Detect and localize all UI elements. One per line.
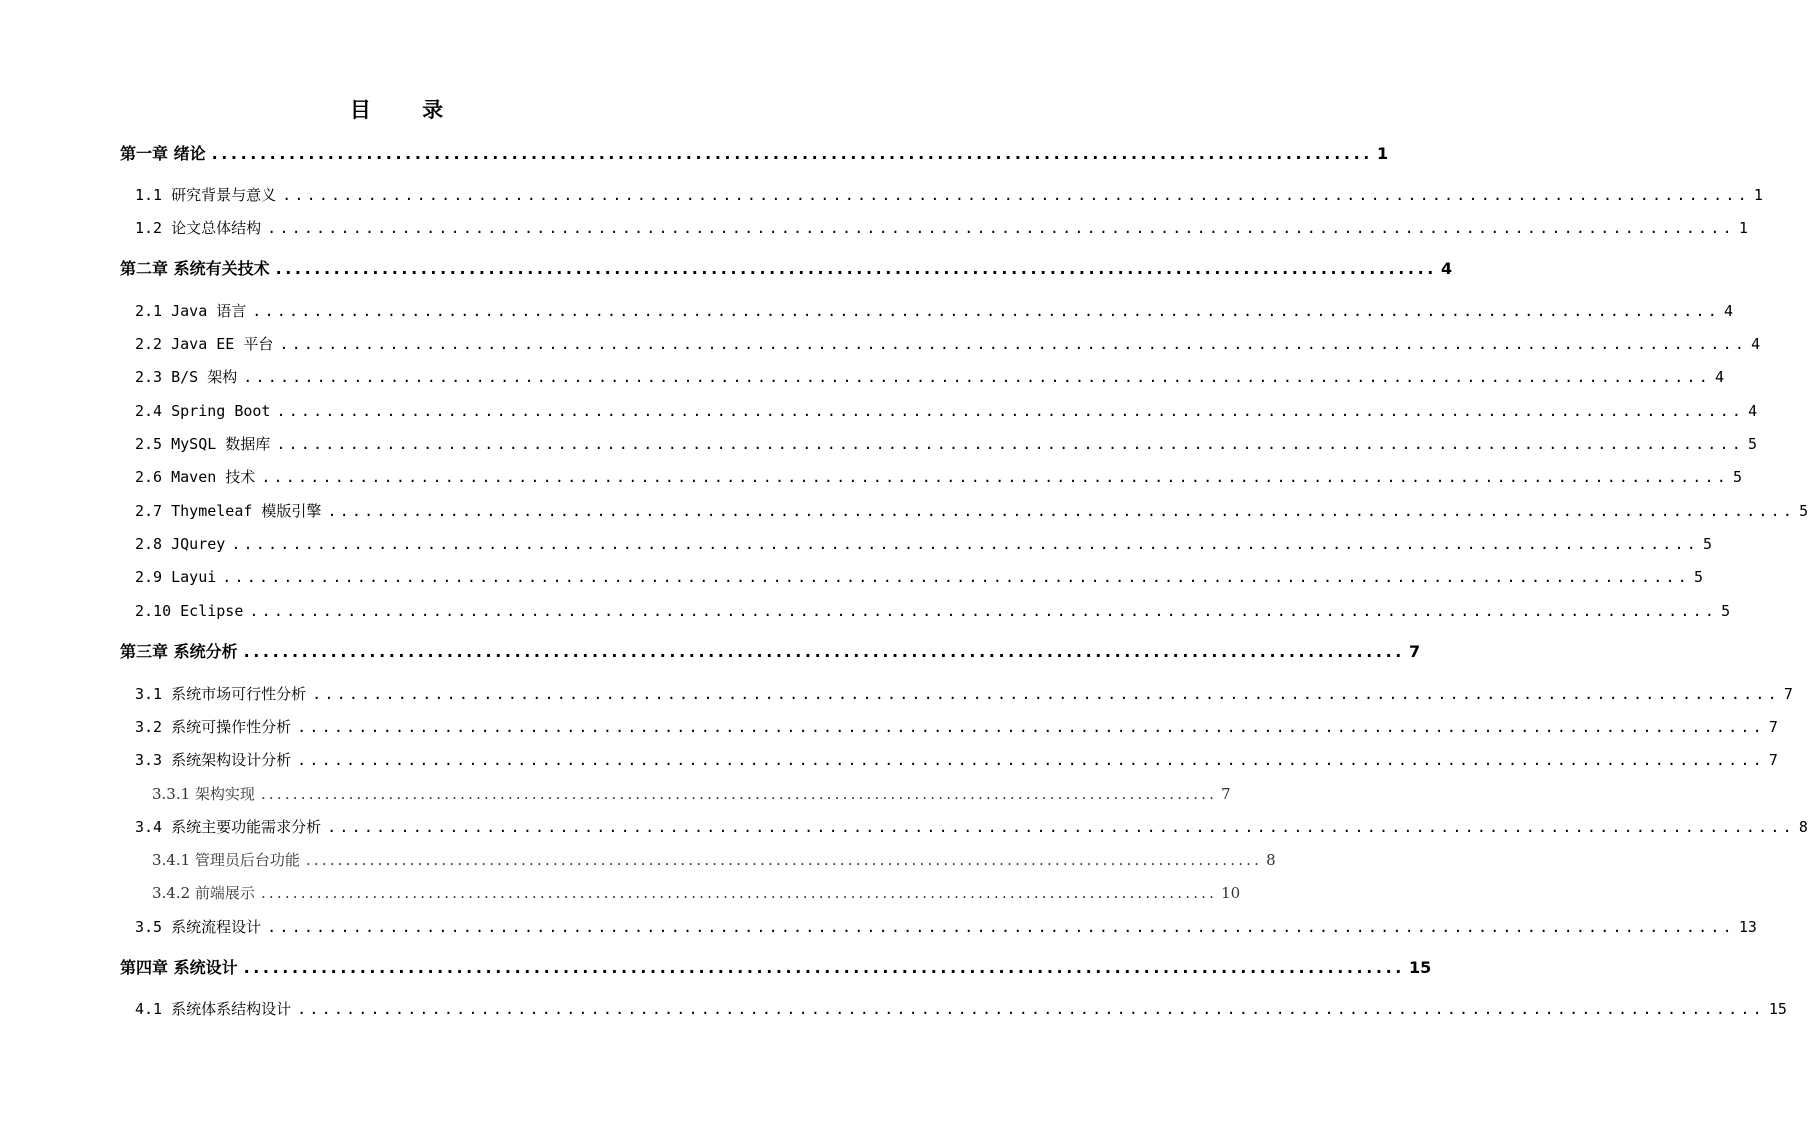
toc-page-number: 5: [1799, 502, 1808, 520]
dot-leader: ........................................................................................................................: [243, 958, 1405, 977]
toc-page-number: 15: [1768, 1000, 1787, 1018]
toc-entry-label: 2.2 Java EE 平台: [135, 335, 274, 353]
toc-page-number: 15: [1408, 958, 1432, 977]
toc-entry-label: 2.1 Java 语言: [135, 302, 247, 320]
dot-leader: ........................................................................................................................: [243, 642, 1405, 661]
toc-section-2-2[interactable]: [135, 333, 1761, 355]
toc-page-number: 5: [1693, 568, 1704, 586]
dot-leader: ........................................................................................................................: [276, 435, 1745, 453]
toc-entry-label: 2.8 JQurey: [135, 535, 226, 553]
toc-chapter-4[interactable]: [120, 957, 1432, 979]
toc-entry-label: 4.1 系统体系结构设计: [135, 1000, 292, 1018]
toc-chapter-1[interactable]: [120, 143, 1389, 165]
dot-leader: ........................................................................................................................: [211, 144, 1373, 163]
dot-leader: ........................................................................................................................: [312, 685, 1780, 703]
dot-leader: ........................................................................................................................: [252, 302, 1720, 320]
toc-page-number: 1: [1753, 186, 1763, 204]
dot-leader: ........................................................................................................................: [222, 568, 1690, 586]
dot-leader: ........................................................................................................................: [327, 502, 1796, 520]
dot-leader: ........................................................................................................................: [297, 751, 1765, 769]
dot-leader: ........................................................................................................................: [297, 718, 1765, 736]
toc-page-number: 5: [1721, 602, 1731, 620]
toc-entry-label: 3.4.1 管理员后台功能: [152, 851, 300, 869]
toc-section-4-1[interactable]: [135, 998, 1787, 1020]
dot-leader: ........................................................................................................................: [243, 368, 1711, 386]
toc-entry-label: 第一章 绪论: [120, 144, 206, 163]
toc-entry-label: 3.4.2 前端展示: [152, 884, 255, 902]
toc-section-2-6[interactable]: [135, 466, 1743, 488]
dot-leader: ........................................................................................................................: [249, 602, 1718, 620]
toc-page-number: 7: [1768, 751, 1778, 769]
toc-entry-label: 第四章 系统设计: [120, 958, 238, 977]
dot-leader: ........................................................................................................................: [327, 818, 1795, 836]
toc-entry-label: 第三章 系统分析: [120, 642, 238, 661]
toc-page-number: 8: [1798, 818, 1808, 836]
toc-entry-label: 1.2 论文总体结构: [135, 219, 262, 237]
dot-leader: ........................................................................................................................: [261, 468, 1730, 486]
toc-page-number: 7: [1408, 642, 1421, 661]
dot-leader: ........................................................................................................................: [305, 851, 1263, 869]
toc-section-3-5[interactable]: [135, 916, 1757, 938]
toc-entry-label: 3.1 系统市场可行性分析: [135, 685, 307, 703]
toc-chapter-3[interactable]: [120, 641, 1421, 663]
toc-page-number: 4: [1723, 302, 1734, 320]
toc-page-number: 4: [1751, 335, 1761, 353]
toc-section-2-1[interactable]: [135, 300, 1734, 322]
toc-entry-label: 2.10 Eclipse: [135, 602, 244, 620]
dot-leader: ........................................................................................................................: [267, 219, 1735, 237]
dot-leader: ........................................................................................................................: [276, 402, 1745, 420]
toc-entry-label: 2.3 B/S 架构: [135, 368, 238, 386]
dot-leader: ........................................................................................................................: [282, 186, 1750, 204]
toc-section-2-4[interactable]: [135, 400, 1758, 422]
toc-entry-label: 2.5 MySQL 数据库: [135, 435, 271, 453]
dot-leader: ........................................................................................................................: [231, 535, 1700, 553]
toc-page-number: 7: [1783, 685, 1793, 703]
toc-page-number: 4: [1748, 402, 1758, 420]
toc-page-number: 1: [1376, 144, 1389, 163]
toc-page-number: 8: [1266, 851, 1276, 869]
toc-entry-label: 3.4 系统主要功能需求分析: [135, 818, 322, 836]
toc-page-number: 10: [1221, 884, 1241, 902]
toc-page-number: 5: [1733, 468, 1743, 486]
toc-entry-label: 2.7 Thymeleaf 模版引擎: [135, 502, 322, 520]
toc-section-3-4[interactable]: [135, 816, 1808, 838]
toc-entry-label: 3.5 系统流程设计: [135, 918, 262, 936]
toc-subsection-3-4-1[interactable]: [152, 849, 1276, 871]
toc-entry-label: 2.6 Maven 技术: [135, 468, 256, 486]
toc-section-2-3[interactable]: [135, 366, 1724, 388]
dot-leader: ........................................................................................................................: [267, 918, 1735, 936]
dot-leader: ........................................................................................................................: [260, 785, 1218, 803]
dot-leader: ........................................................................................................................: [297, 1000, 1765, 1018]
toc-section-3-2[interactable]: [135, 716, 1778, 738]
toc-entry-label: 3.2 系统可操作性分析: [135, 718, 292, 736]
toc-entry-label: 3.3.1 架构实现: [152, 785, 255, 803]
toc-page-number: 5: [1703, 535, 1713, 553]
toc-page-number: 7: [1768, 718, 1778, 736]
toc-chapter-2[interactable]: [120, 258, 1453, 280]
toc-section-3-1[interactable]: [135, 683, 1793, 705]
dot-leader: ........................................................................................................................: [279, 335, 1748, 353]
toc-section-1-2[interactable]: [135, 217, 1748, 239]
toc-entry-label: 3.3 系统架构设计分析: [135, 751, 292, 769]
toc-section-2-10[interactable]: [135, 600, 1731, 622]
toc-entry-label: 1.1 研究背景与意义: [135, 186, 277, 204]
toc-entry-label: 2.9 Layui: [135, 568, 217, 586]
toc-section-2-9[interactable]: [135, 566, 1704, 588]
toc-section-2-8[interactable]: [135, 533, 1713, 555]
toc-page-number: 4: [1440, 259, 1453, 278]
page-title: 目 录: [349, 98, 466, 122]
toc-section-1-1[interactable]: [135, 184, 1763, 206]
toc-page-number: 13: [1738, 918, 1757, 936]
dot-leader: ........................................................................................................................: [275, 259, 1437, 278]
toc-entry-label: 2.4 Spring Boot: [135, 402, 271, 420]
toc-page-number: 5: [1748, 435, 1758, 453]
toc-section-3-3[interactable]: [135, 749, 1778, 771]
toc-section-2-5[interactable]: [135, 433, 1758, 455]
toc-section-2-7[interactable]: [135, 500, 1808, 522]
toc-subsection-3-4-2[interactable]: [152, 882, 1241, 904]
toc-page-number: 1: [1738, 219, 1748, 237]
toc-page-number: 4: [1714, 368, 1724, 386]
toc-page-number: 7: [1221, 785, 1231, 803]
dot-leader: ........................................................................................................................: [260, 884, 1218, 902]
toc-entry-label: 第二章 系统有关技术: [120, 259, 270, 278]
toc-subsection-3-3-1[interactable]: [152, 783, 1231, 805]
